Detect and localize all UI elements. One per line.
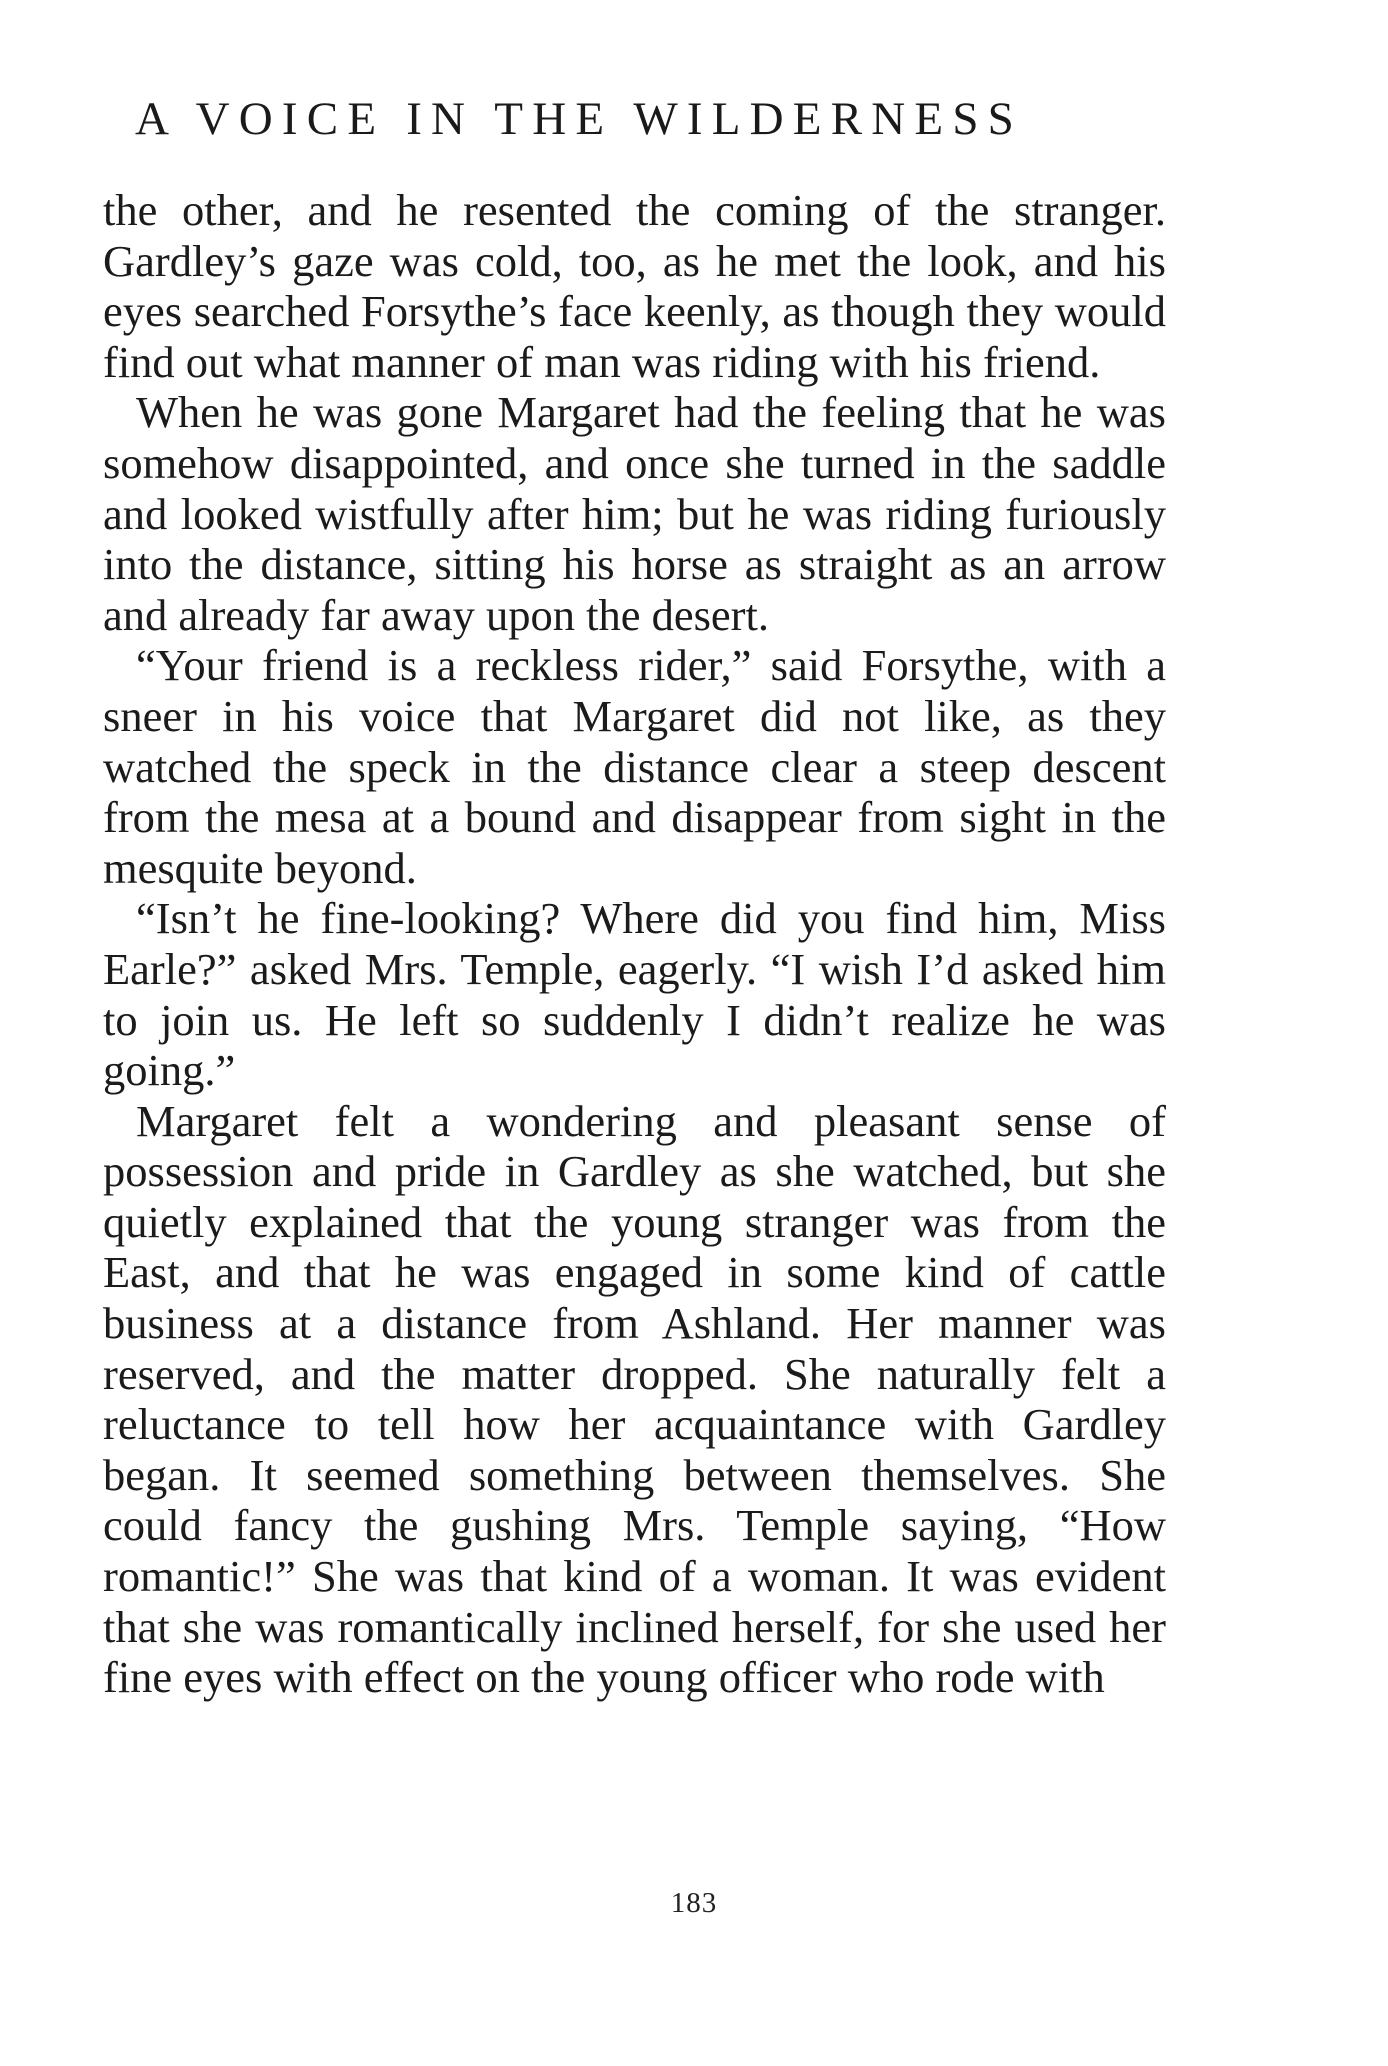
running-head: A VOICE IN THE WILDERNESS <box>135 93 1023 145</box>
paragraph: When he was gone Margaret had the feeling that he was somehow disappointed, and once she turned in the saddle and looked wistfully after him; but he was riding furiously into the distance, sitting his horse as straight as an arrow and already far away upon the desert. <box>103 387 1166 640</box>
page-number: 183 <box>670 1887 718 1919</box>
paragraph: “Your friend is a reckless rider,” said Forsythe, with a sneer in his voice that Margaret did not like, as they watched the speck in the distance clear a steep descent from the mesa at a bound and disappear from sight in the mesquite beyond. <box>103 640 1166 893</box>
body-text <box>103 185 1166 1703</box>
paragraph: the other, and he resented the coming of the stranger. Gardley’s gaze was cold, too, as he met the look, and his eyes searched Forsythe’s face keenly, as though they would find out what manner of man was riding with his friend. <box>103 185 1166 387</box>
paragraph: “Isn’t he fine-looking? Where did you find him, Miss Earle?” asked Mrs. Temple, eagerly. “I wish I’d asked him to join us. He left so suddenly I didn’t realize he was going.” <box>103 893 1166 1096</box>
paragraph: Margaret felt a wondering and pleasant sense of possession and pride in Gardley as she watched, but she quietly explained that the young stranger was from the East, and that he was engaged in some kind of cattle business at a distance from Ashland. Her manner was reserved, and the matter dropped. She naturally felt a reluctance to tell how her acquaintance with Gardley began. It seemed something between themselves. She could fancy the gushing Mrs. Temple saying, “How romantic!” She was that kind of a woman. It was evident that she was romantically inclined herself, for she used her fine eyes with effect on the young officer who rode with <box>103 1095 1166 1703</box>
